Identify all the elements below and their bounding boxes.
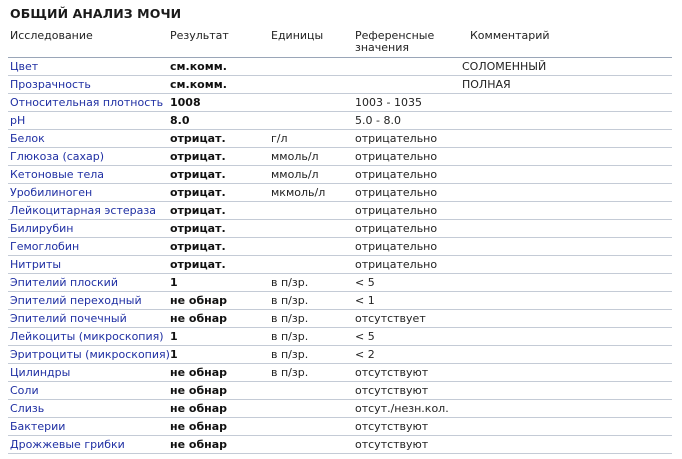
test-units: мкмоль/л xyxy=(271,186,326,199)
test-reference: отсутствуют xyxy=(355,384,429,397)
table-row xyxy=(0,436,682,454)
table-row xyxy=(0,220,682,238)
test-name: Лейкоцитарная эстераза xyxy=(10,204,156,217)
header-test: Исследование xyxy=(10,29,93,42)
test-result: см.комм. xyxy=(170,60,227,73)
test-reference: < 2 xyxy=(355,348,375,361)
test-units: ммоль/л xyxy=(271,150,319,163)
test-result: отрицат. xyxy=(170,150,226,163)
test-reference: 1003 - 1035 xyxy=(355,96,422,109)
results-table xyxy=(0,58,682,454)
table-row xyxy=(0,292,682,310)
test-result: 1 xyxy=(170,348,178,361)
test-reference: отрицательно xyxy=(355,186,438,199)
test-name: Эпителий плоский xyxy=(10,276,118,289)
test-reference: отсутствуют xyxy=(355,438,429,451)
header-result: Результат xyxy=(170,29,229,42)
test-reference: отрицательно xyxy=(355,258,438,271)
test-units: в п/зр. xyxy=(271,294,309,307)
test-result: отрицат. xyxy=(170,204,226,217)
test-name: pH xyxy=(10,114,26,127)
table-row xyxy=(0,184,682,202)
test-result: отрицат. xyxy=(170,222,226,235)
test-reference: отсутствуют xyxy=(355,420,429,433)
test-reference: отсутствует xyxy=(355,312,426,325)
test-reference: < 5 xyxy=(355,276,375,289)
table-row xyxy=(0,310,682,328)
table-row xyxy=(0,328,682,346)
test-reference: < 1 xyxy=(355,294,375,307)
test-units: ммоль/л xyxy=(271,168,319,181)
test-name: Белок xyxy=(10,132,45,145)
test-units: г/л xyxy=(271,132,288,145)
row-divider xyxy=(8,453,672,454)
test-result: отрицат. xyxy=(170,168,226,181)
table-row xyxy=(0,400,682,418)
header-units: Единицы xyxy=(271,29,324,42)
test-result: 1008 xyxy=(170,96,201,109)
test-units: в п/зр. xyxy=(271,366,309,379)
test-name: Глюкоза (сахар) xyxy=(10,150,105,163)
table-row xyxy=(0,274,682,292)
test-units: в п/зр. xyxy=(271,312,309,325)
test-reference: < 5 xyxy=(355,330,375,343)
test-result: 1 xyxy=(170,330,178,343)
test-reference: отрицательно xyxy=(355,222,438,235)
table-row xyxy=(0,382,682,400)
test-name: Кетоновые тела xyxy=(10,168,105,181)
test-reference: отрицательно xyxy=(355,132,438,145)
test-name: Дрожжевые грибки xyxy=(10,438,125,451)
test-result: отрицат. xyxy=(170,132,226,145)
table-row xyxy=(0,166,682,184)
test-comment: СОЛОМЕННЫЙ xyxy=(462,60,547,73)
table-row xyxy=(0,148,682,166)
test-name: Эритроциты (микроскопия) xyxy=(10,348,170,361)
test-reference: отрицательно xyxy=(355,150,438,163)
test-reference: отсут./незн.кол. xyxy=(355,402,449,415)
test-name: Билирубин xyxy=(10,222,74,235)
test-units: в п/зр. xyxy=(271,348,309,361)
test-result: не обнар xyxy=(170,384,228,397)
test-units: в п/зр. xyxy=(271,330,309,343)
test-name: Соли xyxy=(10,384,39,397)
test-result: отрицат. xyxy=(170,258,226,271)
test-units: в п/зр. xyxy=(271,276,309,289)
table-row xyxy=(0,76,682,94)
test-name: Нитриты xyxy=(10,258,62,271)
test-reference: отрицательно xyxy=(355,240,438,253)
test-result: не обнар xyxy=(170,402,228,415)
test-result: отрицат. xyxy=(170,186,226,199)
test-name: Эпителий переходный xyxy=(10,294,142,307)
table-row xyxy=(0,94,682,112)
report-title: ОБЩИЙ АНАЛИЗ МОЧИ xyxy=(10,6,182,21)
test-name: Цилиндры xyxy=(10,366,71,379)
table-row xyxy=(0,130,682,148)
test-result: отрицат. xyxy=(170,240,226,253)
test-result: не обнар xyxy=(170,366,228,379)
test-reference: отсутствуют xyxy=(355,366,429,379)
table-header xyxy=(0,30,682,58)
test-name: Цвет xyxy=(10,60,39,73)
table-row xyxy=(0,364,682,382)
table-row xyxy=(0,202,682,220)
test-reference: отрицательно xyxy=(355,168,438,181)
test-name: Уробилиноген xyxy=(10,186,93,199)
test-name: Гемоглобин xyxy=(10,240,80,253)
test-name: Эпителий почечный xyxy=(10,312,127,325)
test-result: 8.0 xyxy=(170,114,190,127)
test-result: см.комм. xyxy=(170,78,227,91)
table-row xyxy=(0,58,682,76)
header-comment: Комментарий xyxy=(470,29,550,42)
test-result: не обнар xyxy=(170,438,228,451)
test-name: Бактерии xyxy=(10,420,66,433)
test-reference: отрицательно xyxy=(355,204,438,217)
table-row xyxy=(0,112,682,130)
test-result: не обнар xyxy=(170,294,228,307)
table-row xyxy=(0,256,682,274)
test-name: Прозрачность xyxy=(10,78,91,91)
test-result: не обнар xyxy=(170,312,228,325)
table-row xyxy=(0,346,682,364)
test-result: 1 xyxy=(170,276,178,289)
test-name: Относительная плотность xyxy=(10,96,164,109)
table-row xyxy=(0,418,682,436)
test-comment: ПОЛНАЯ xyxy=(462,78,511,91)
header-reference: Референсные значения xyxy=(355,29,435,54)
test-reference: 5.0 - 8.0 xyxy=(355,114,401,127)
table-row xyxy=(0,238,682,256)
test-name: Слизь xyxy=(10,402,45,415)
test-name: Лейкоциты (микроскопия) xyxy=(10,330,164,343)
test-result: не обнар xyxy=(170,420,228,433)
